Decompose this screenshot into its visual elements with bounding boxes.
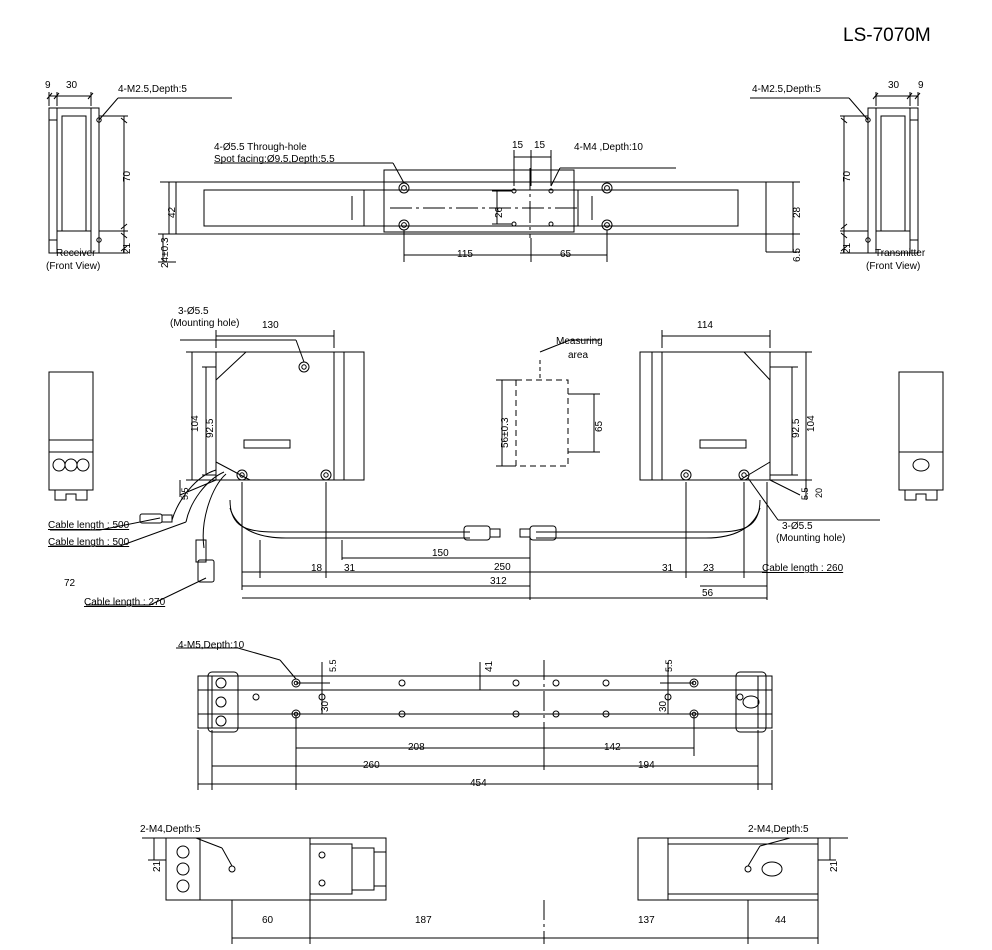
dim-137: 137 [638, 915, 655, 926]
dim-31a: 31 [344, 563, 356, 574]
note-4m4-depth10: 4-M4 ,Depth:10 [574, 142, 643, 153]
note-cable-260: Cable length : 260 [762, 563, 844, 574]
dim-72: 72 [64, 578, 76, 589]
dim-44: 44 [775, 915, 787, 926]
dim-60: 60 [262, 915, 274, 926]
dim-208: 208 [408, 742, 425, 753]
dim-130: 130 [262, 320, 279, 331]
dim-bottom-21-left: 21 [152, 860, 163, 872]
note-cable-500-a: Cable length : 500 [48, 520, 130, 531]
dim-31b: 31 [662, 563, 674, 574]
dim-18: 18 [311, 563, 323, 574]
dim-312: 312 [490, 576, 507, 587]
note-measuring-2: area [568, 350, 589, 361]
note-4m5-depth10: 4-M5,Depth:10 [178, 640, 245, 651]
dim-42: 42 [167, 206, 178, 218]
dim-15a: 15 [512, 140, 524, 151]
dim-194: 194 [638, 760, 655, 771]
dim-5-5-left: 5.5 [180, 487, 190, 500]
dim-26: 26 [494, 206, 505, 218]
label-transmitter-1: Transmitter [875, 248, 926, 259]
dim-right-70: 70 [842, 170, 853, 182]
label-receiver-1: Receiver [56, 248, 96, 259]
note-measuring-1: Measuring [556, 336, 603, 347]
dim-5-5a: 5.5 [328, 659, 338, 672]
dim-104-left: 104 [190, 415, 201, 432]
dim-41: 41 [484, 660, 495, 672]
dim-92-5-right: 92.5 [791, 418, 802, 438]
note-4m25-right: 4-M2.5,Depth:5 [752, 84, 821, 95]
note-cable-270: Cable length : 270 [84, 597, 166, 608]
dim-30b: 30 [658, 700, 669, 712]
dim-6-5: 6.5 [792, 248, 803, 262]
dim-187: 187 [415, 915, 432, 926]
label-receiver-2: (Front View) [46, 261, 101, 272]
dim-115: 115 [457, 249, 473, 260]
dim-20: 20 [814, 487, 824, 498]
dim-114: 114 [697, 320, 713, 331]
note-3d55-left: 3-Ø5.5 [178, 306, 209, 317]
dim-30a: 30 [320, 700, 331, 712]
dim-23: 23 [703, 563, 715, 574]
dim-5-5b: 5.5 [664, 659, 674, 672]
dim-24: 24±0.3 [160, 237, 171, 268]
dim-250: 250 [494, 562, 511, 573]
note-mounting-hole-left: (Mounting hole) [170, 318, 240, 329]
dim-left-30: 30 [66, 80, 78, 91]
dim-left-70: 70 [122, 170, 133, 182]
note-3d55-right: 3-Ø5.5 [782, 521, 813, 532]
dim-5-5-right: 5.5 [800, 487, 810, 500]
dim-260: 260 [363, 760, 380, 771]
note-cable-500-b: Cable length : 500 [48, 537, 130, 548]
note-through-hole: 4-Ø5.5 Through-hole [214, 142, 307, 153]
dim-meas-65: 65 [594, 420, 605, 432]
page-title: LS-7070M [843, 25, 931, 46]
dim-28: 28 [792, 206, 803, 218]
dim-meas-56: 56±0.3 [500, 417, 511, 448]
dim-142: 142 [604, 742, 621, 753]
dim-right-21: 21 [842, 242, 853, 254]
dim-92-5-left: 92.5 [205, 418, 216, 438]
note-2m4-left: 2-M4,Depth:5 [140, 824, 201, 835]
note-mounting-hole-right: (Mounting hole) [776, 533, 846, 544]
dim-65: 65 [560, 249, 572, 260]
dim-454: 454 [470, 778, 487, 789]
label-transmitter-2: (Front View) [866, 261, 921, 272]
dim-bottom-21-right: 21 [829, 860, 840, 872]
dim-150: 150 [432, 548, 449, 559]
dim-15b: 15 [534, 140, 546, 151]
dim-104-right: 104 [806, 415, 817, 432]
dim-right-30: 30 [888, 80, 900, 91]
note-spot-facing: Spot facing:Ø9.5,Depth:5.5 [214, 154, 335, 165]
note-4m25-left: 4-M2.5,Depth:5 [118, 84, 187, 95]
dim-left-9: 9 [45, 80, 51, 91]
dim-left-21: 21 [122, 242, 133, 254]
note-2m4-right: 2-M4,Depth:5 [748, 824, 809, 835]
dim-right-9: 9 [918, 80, 924, 91]
dim-56: 56 [702, 588, 714, 599]
